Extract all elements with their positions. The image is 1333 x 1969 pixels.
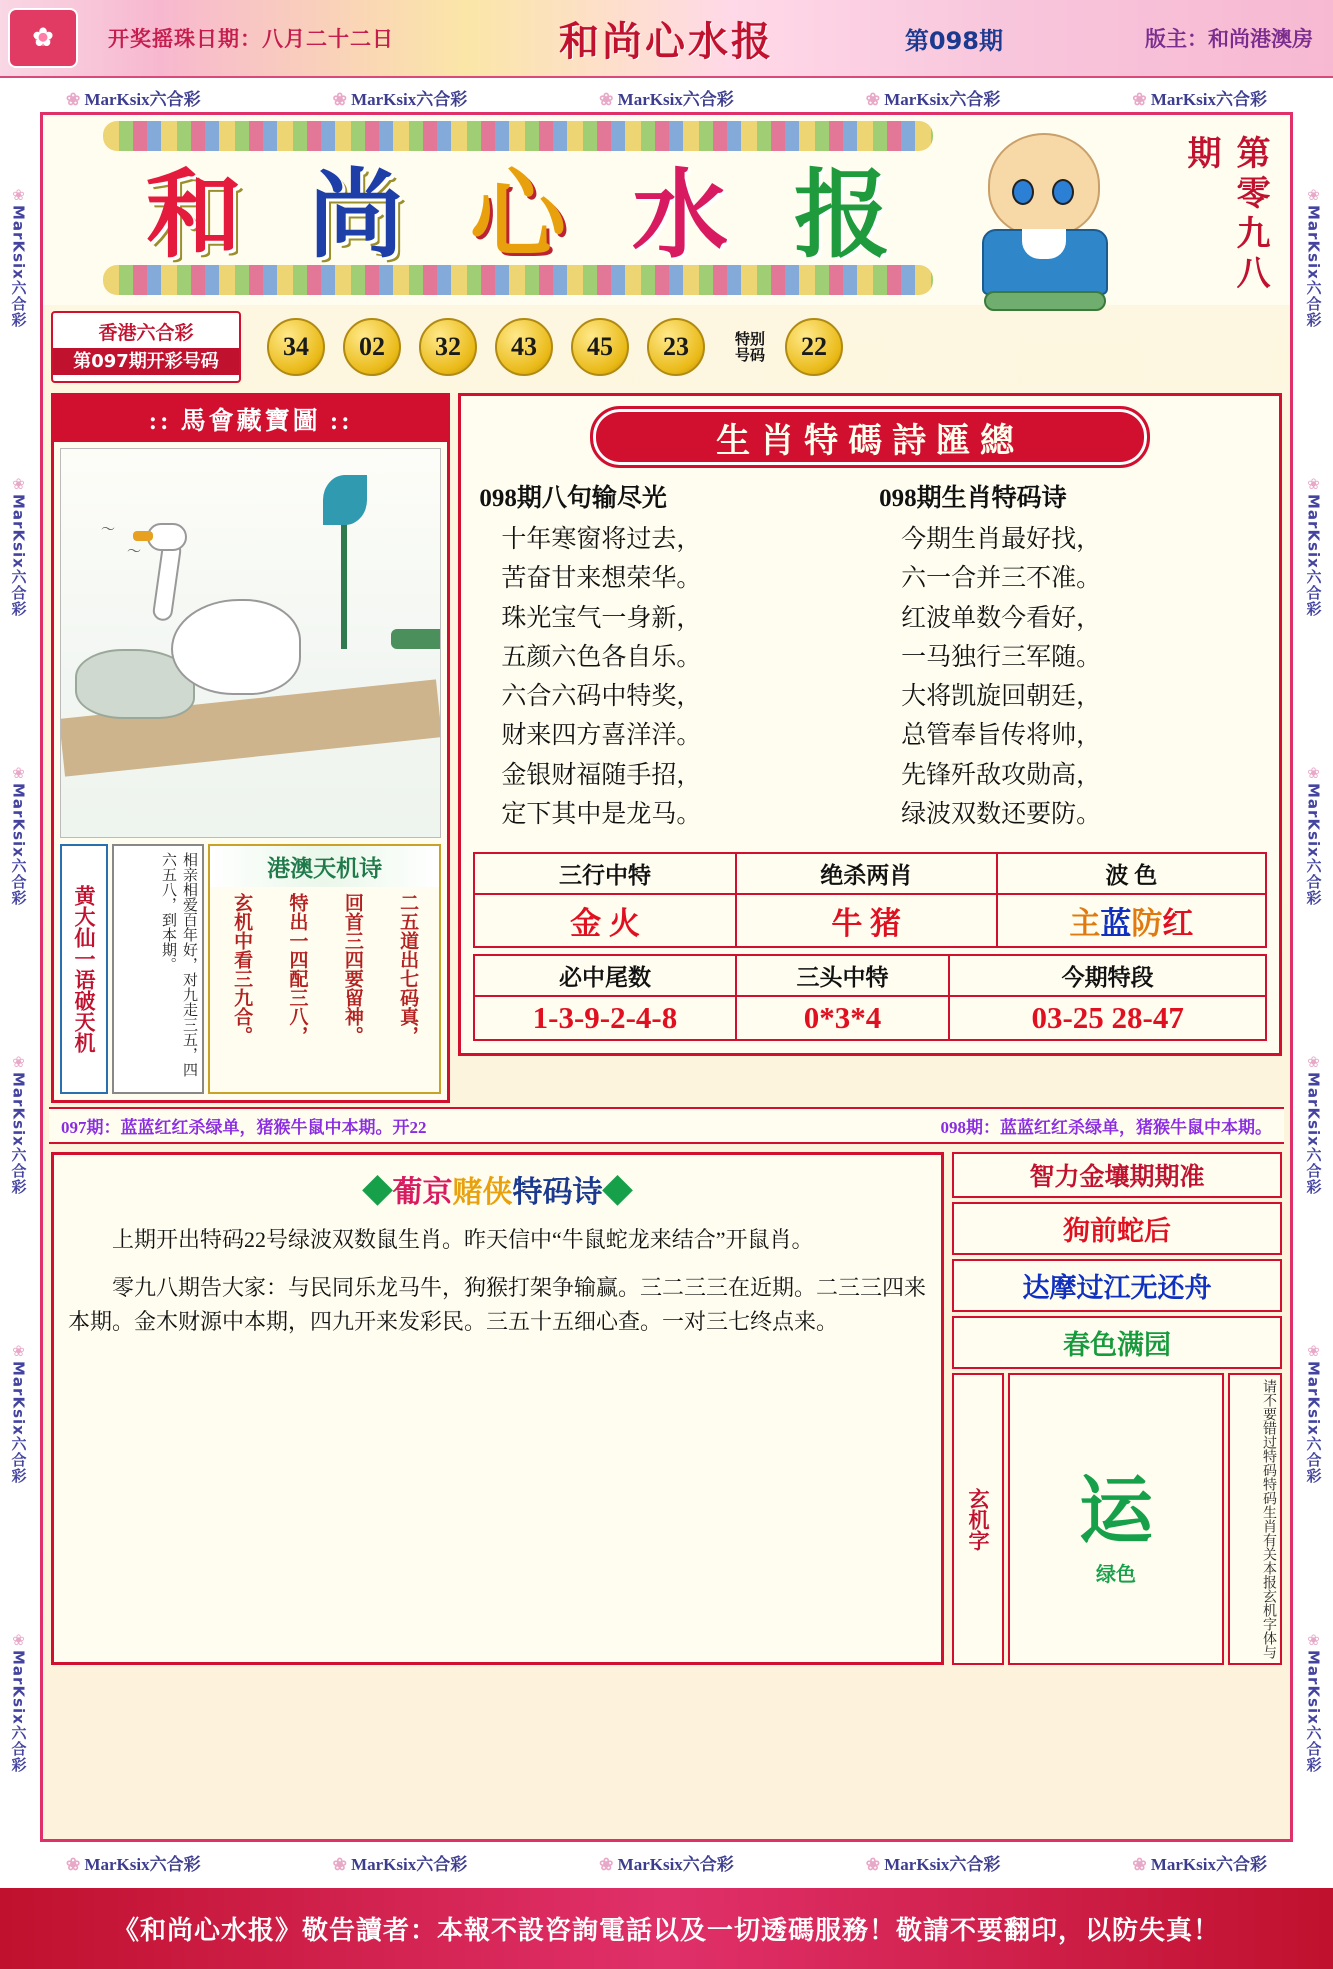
poem-left-line: 六合六码中特奖，: [501, 683, 702, 710]
draw-date-label: 开奖摇珠日期：八月二十二日: [108, 27, 394, 51]
poem-right-line: 一马独行三军随。: [901, 643, 1102, 671]
lower-section: [51, 1152, 1282, 1665]
treasure-map-title: :: 馬會藏寶圖 ::: [54, 396, 447, 442]
bauhinia-flag-icon: ✿: [8, 8, 78, 68]
side-strip-item: ❀ MarKsix六合彩: [1304, 1342, 1325, 1484]
poem-left-title: 098期八句输尽光: [479, 485, 667, 512]
poem-left-line: 五颜六色各自乐。: [501, 643, 702, 671]
huangdaxian-box: 黄大仙一语破天机: [60, 844, 108, 1094]
poem-left-line: 金银财福随手招，: [501, 761, 702, 789]
zhili-item: 狗前蛇后: [952, 1202, 1282, 1255]
poem-right-line: 六一合并三不准。: [901, 565, 1102, 593]
side-strip-item: ❀ MarKsix六合彩: [9, 1631, 30, 1773]
xuanji-character-box: [1008, 1373, 1224, 1665]
poem-left-line: 定下其中是龙马。: [501, 800, 702, 828]
table-header: 三头中特: [736, 955, 950, 996]
tianji-poem-panel: [208, 844, 441, 1094]
tianji-line: 特出一四配三八，: [286, 893, 308, 1045]
footer-disclaimer: 《和尚心水报》敬告讀者：本報不設咨詢電話以及一切透碼服務！敬請不要翻印，以防失真！: [0, 1885, 1333, 1969]
xuanji-character-color: 绿色: [1096, 1561, 1136, 1586]
zhili-note: 请不要错过特码特码生肖有关本报玄机字体与: [1228, 1373, 1282, 1665]
side-strip-item: ❀ MarKsix六合彩: [1304, 1053, 1325, 1195]
side-strip-item: ❀ MarKsix六合彩: [9, 764, 30, 906]
side-strip-item: ❀ MarKsix六合彩: [1304, 186, 1325, 328]
draw-ball: 02: [343, 318, 401, 376]
treasure-map-panel: [51, 393, 450, 1103]
poem-left-line: 财来四方喜洋洋。: [501, 722, 702, 750]
table-cell: 牛 猪: [736, 894, 997, 947]
poem-right-line: 先锋歼敌攻勋高，: [901, 761, 1102, 789]
goose-body-icon: [171, 599, 301, 695]
table-header: 今期特段: [949, 955, 1266, 996]
poem-right-title: 098期生肖特码诗: [879, 485, 1067, 512]
pujing-title: ◆葡京赌侠特码诗◆: [362, 1176, 633, 1209]
side-strip-item: ❀ MarKsix六合彩: [9, 1053, 30, 1195]
draw-results-row: [51, 307, 1282, 387]
marksix-strip-item: ❀ MarKsix六合彩: [866, 85, 1001, 110]
masthead: [43, 115, 1290, 305]
table-header: 必中尾数: [474, 955, 735, 996]
poem-right-line: 绿波双数还要防。: [901, 800, 1102, 828]
tianji-line: 回首三四要留神。: [341, 893, 363, 1045]
pujing-panel: [51, 1152, 944, 1665]
kill-line-current: 098期：蓝蓝红红杀绿单，猪猴牛鼠中本期。: [940, 1118, 1272, 1137]
pujing-body: [68, 1223, 927, 1339]
draw-ball: 32: [419, 318, 477, 376]
side-strip-item: ❀ MarKsix六合彩: [1304, 764, 1325, 906]
side-strip-item: ❀ MarKsix六合彩: [1304, 1631, 1325, 1773]
bird-icon: 〜: [101, 522, 115, 538]
prediction-tables: [473, 852, 1267, 1041]
side-strip-item: ❀ MarKsix六合彩: [9, 186, 30, 328]
tianji-poem-title: 港澳天机诗: [210, 846, 439, 887]
issue-vertical-label: 第零九八期: [1182, 135, 1268, 295]
marksix-strip-item: ❀ MarKsix六合彩: [66, 1850, 201, 1875]
table-cell: 金 火: [474, 894, 735, 947]
grass-decoration: [391, 629, 441, 649]
marksix-strip-item: ❀ MarKsix六合彩: [333, 85, 468, 110]
marksix-strip-item: ❀ MarKsix六合彩: [599, 1850, 734, 1875]
special-ball: 22: [785, 318, 843, 376]
zhili-header: 智力金壤期期准: [952, 1152, 1282, 1198]
table-header: 波 色: [997, 853, 1266, 894]
bo-mid: 防: [1131, 906, 1163, 941]
issue-number: 第098期: [904, 26, 1003, 55]
bo-prefix: 主: [1069, 906, 1101, 941]
side-strip-item: ❀ MarKsix六合彩: [9, 475, 30, 617]
top-header-bar: [0, 0, 1333, 78]
draw-ball: 45: [571, 318, 629, 376]
marksix-strip-top: [0, 80, 1333, 114]
poem-left-line: 苦奋甘来想荣华。: [501, 565, 702, 593]
pujing-paragraph: 零九八期告大家：与民同乐龙马牛，狗猴打架争输赢。三二三三在近期。二三三四来本期。金木财源中本期，四九开来发彩民。三五十五细心查。一对三七终点来。: [68, 1275, 927, 1335]
poem-left-line: 十年寒窗将过去，: [501, 526, 702, 553]
table-cell: 0*3*4: [736, 996, 950, 1040]
table-header: 三行中特: [474, 853, 735, 894]
marksix-strip-item: ❀ MarKsix六合彩: [1132, 1850, 1267, 1875]
poem-right: [879, 478, 1261, 838]
prediction-table-row2: [473, 954, 1267, 1041]
draw-label-line1: 香港六合彩: [98, 322, 194, 345]
masthead-char-2: 尚: [308, 161, 404, 269]
masthead-title: [113, 151, 923, 269]
tianji-line: 玄机中看三九合。: [231, 893, 253, 1045]
zhili-item: 春色满园: [952, 1316, 1282, 1369]
masthead-char-1: 和: [146, 161, 242, 269]
draw-ball: 43: [495, 318, 553, 376]
shengxiao-banner: 生肖特碼詩匯總: [590, 406, 1150, 468]
bird-icon: 〜: [127, 544, 141, 560]
masthead-char-3: 心: [470, 161, 566, 269]
marksix-strip-bottom: [0, 1845, 1333, 1879]
draw-label-line2: 第097期开彩号码: [53, 348, 239, 375]
monk-mascot-icon: [960, 133, 1130, 313]
zhili-panel: [952, 1152, 1282, 1665]
xuanji-character: 运: [1079, 1470, 1153, 1553]
goose-river-painting: [60, 448, 441, 838]
table-header: 绝杀两肖: [736, 853, 997, 894]
poem-right-line: 总管奉旨传将帅，: [901, 722, 1102, 750]
draw-ball: 34: [267, 318, 325, 376]
side-strip-right: [1297, 112, 1331, 1847]
goose-neck-icon: [152, 540, 183, 622]
marksix-strip-item: ❀ MarKsix六合彩: [1132, 85, 1267, 110]
draw-balls: [267, 318, 843, 376]
xuanji-label: 玄机字: [952, 1373, 1004, 1665]
marksix-strip-item: ❀ MarKsix六合彩: [66, 85, 201, 110]
marksix-strip-item: ❀ MarKsix六合彩: [333, 1850, 468, 1875]
bo-blue: 蓝: [1100, 906, 1132, 941]
zhili-bottom-row: [952, 1373, 1282, 1665]
draw-label: [51, 311, 241, 383]
table-cell-bocolor: [997, 894, 1266, 947]
body-two-columns: [51, 393, 1282, 1103]
poem-left: [479, 478, 861, 838]
shengxiao-panel: [458, 393, 1282, 1056]
tianji-line: 二五道出七码真，: [397, 893, 419, 1045]
side-strip-item: ❀ MarKsix六合彩: [1304, 475, 1325, 617]
marksix-strip-item: ❀ MarKsix六合彩: [866, 1850, 1001, 1875]
side-strip-left: [2, 112, 36, 1847]
bo-red: 红: [1162, 906, 1194, 941]
table-cell: 1-3-9-2-4-8: [474, 996, 735, 1040]
poem-left-line: 珠光宝气一身新，: [501, 604, 702, 632]
xiangqi-text-box: 相亲相爱百年好，对九走三五，四六五八，到本期。: [112, 844, 204, 1094]
left-small-boxes: [60, 844, 441, 1094]
leaf-decoration: [323, 475, 367, 525]
kill-summary-line: [49, 1107, 1284, 1144]
prediction-table-row1: [473, 852, 1267, 948]
masthead-char-5: 报: [794, 161, 890, 269]
side-strip-item: ❀ MarKsix六合彩: [9, 1342, 30, 1484]
pujing-paragraph: 上期开出特码22号绿波双数鼠生肖。昨天信中“牛鼠蛇龙来结合”开鼠肖。: [112, 1227, 814, 1252]
goose-head-icon: [147, 523, 187, 551]
poem-right-line: 今期生肖最好找，: [901, 526, 1102, 553]
kill-line-previous: 097期：蓝蓝红红杀绿单，猪猴牛鼠中本期。开22: [61, 1118, 427, 1137]
tianji-poem-body: [210, 887, 439, 1092]
goose-beak-icon: [133, 531, 153, 541]
page-title: 和尚心水报: [559, 18, 774, 65]
poem-columns: [461, 472, 1279, 838]
owner-label: 版主：和尚港澳房: [1145, 27, 1313, 51]
right-column: [458, 393, 1282, 1103]
table-cell: 03-25 28-47: [949, 996, 1266, 1040]
main-content-frame: [40, 112, 1293, 1842]
masthead-char-4: 水: [632, 161, 728, 269]
poem-right-line: 大将凯旋回朝廷，: [901, 683, 1102, 710]
special-number-label: 特别号码: [734, 329, 765, 364]
poem-right-line: 红波单数今看好，: [901, 604, 1102, 632]
zhili-item: 达摩过江无还舟: [952, 1259, 1282, 1312]
left-column: [51, 393, 450, 1103]
marksix-strip-item: ❀ MarKsix六合彩: [599, 85, 734, 110]
draw-ball: 23: [647, 318, 705, 376]
